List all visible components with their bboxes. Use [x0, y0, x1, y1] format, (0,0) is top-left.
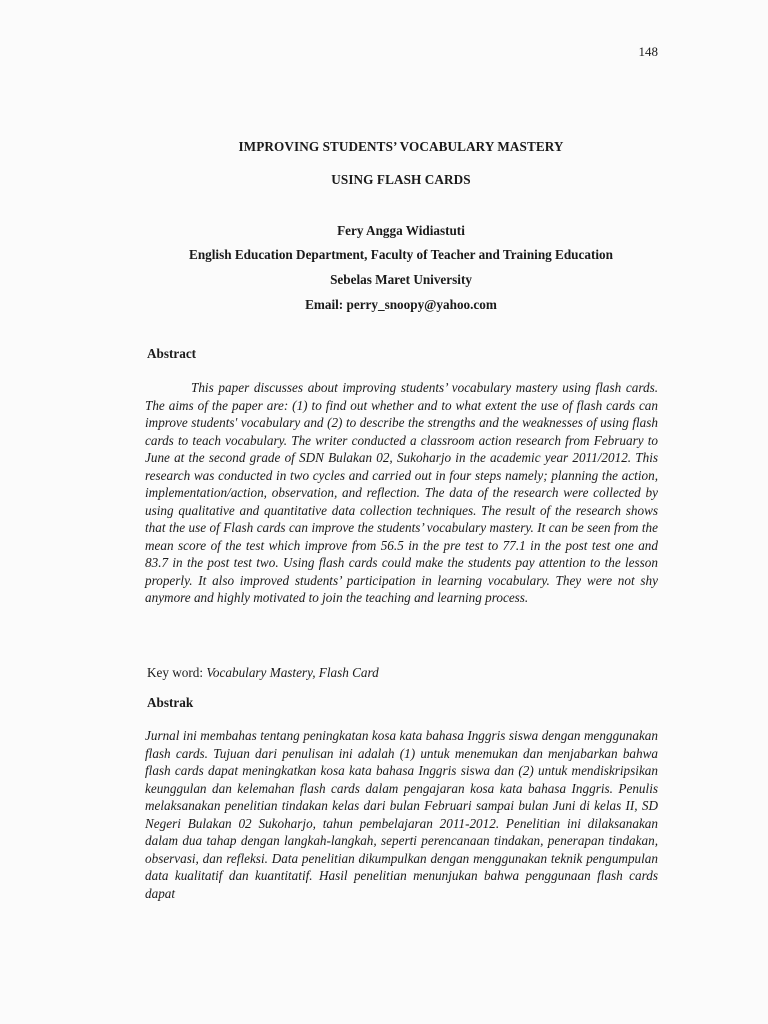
abstract-text: This paper discusses about improving students’ vocabulary mastery using flash cards. The aims of the paper are: (1) to find out whether and to what extent the use of flash cards can improve students' vocabulary and (2) to describe the strengths and the weaknesses of using flash cards to teach vocabulary. The writer conducted a classroom action research from February to June at the second grade of SDN Bulakan 02, Sukoharjo in the academic year 2011/2012. This research was conducted in two cycles and carried out in four steps namely; planning the action, implementation/action, observation, and reflection. The data of the research were collected by using qualitative and quantitative data collection techniques. The result of the research shows that the use of Flash cards can improve the students’ vocabulary mastery. It can be seen from the mean score of the test which improve from 56.5 in the pre test to 77.1 in the post test one and 83.7 in the post test two. Using flash cards could make the students pay attention to the lesson properly. It also improved students’ participation in learning vocabulary. They were not shy anymore and highly motivated to join the teaching and learning process. — [145, 380, 658, 605]
abstract-heading: Abstract — [147, 346, 197, 361]
paper-title-line-1: IMPROVING STUDENTS’ VOCABULARY MASTERY — [238, 139, 564, 154]
keywords-values: Vocabulary Mastery, Flash Card — [206, 665, 379, 680]
author-email: Email: perry_snoopy@yahoo.com — [305, 297, 497, 312]
page-number: 148 — [638, 44, 658, 59]
author-department: English Education Department, Faculty of Teacher and Training Education — [189, 247, 613, 262]
keywords — [147, 665, 379, 681]
author-name: Fery Angga Widiastuti — [337, 223, 465, 238]
author-university: Sebelas Maret University — [330, 272, 472, 287]
abstrak-text: Jurnal ini membahas tentang peningkatan kosa kata bahasa Inggris siswa dengan menggunakan flash cards. Tujuan dari penulisan ini adalah (1) untuk menemukan dan menjabarkan bahwa flash cards dapat meningkatkan kosa kata bahasa Inggris siswa dan (2) untuk mendiskripsikan keunggulan dan kelemahan flash cards dalam pengajaran kosa kata bahasa Inggris. Penulis melaksanakan penelitian tindakan kelas dari bulan Februari sampai bulan Juni di kelas II, SD Negeri Bulakan 02 Sukoharjo, tahun pembelajaran 2011-2012. Penelitian ini dilaksanakan dalam dua tahap dengan langkah-langkah, seperti perencanaan tindakan, penerapan tindakan, observasi, dan refleksi. Data penelitian dikumpulkan dengan menggunakan teknik pengumpulan data kualitatif dan kuantitatif. Hasil penelitian menunjukan bahwa penggunaan flash cards dapat — [145, 728, 658, 901]
paper-title-line-2: USING FLASH CARDS — [331, 172, 471, 187]
keywords-label: Key word: — [147, 665, 207, 680]
abstrak-heading: Abstrak — [147, 695, 194, 710]
